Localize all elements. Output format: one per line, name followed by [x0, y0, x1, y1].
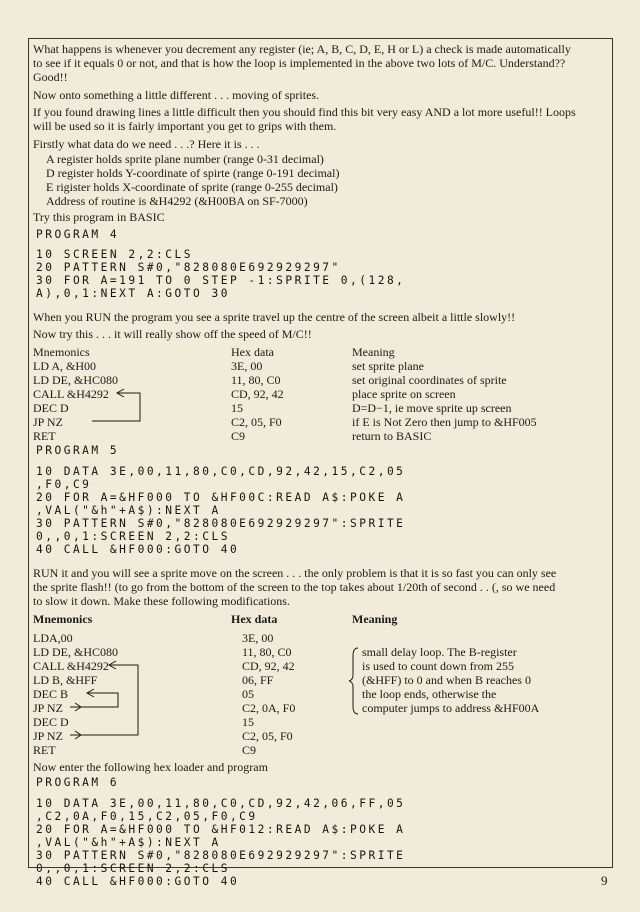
delay-loop-note: is used to count down from 255: [362, 659, 514, 673]
table-header-mnemonics: Mnemonics: [33, 345, 90, 359]
intro-paragraph: Now onto something a little different . . . moving of sprites.: [33, 88, 320, 102]
table-cell: if E is Not Zero then jump to &HF005: [352, 415, 537, 429]
delay-loop-note: (&HFF) to 0 and when B reaches 0: [362, 673, 531, 687]
body-paragraph: Now try this . . . it will really show off the speed of M/C!!: [33, 327, 312, 341]
register-list-item: Address of routine is &H4292 (&H00BA on SF-7000): [46, 194, 308, 208]
code-line: 20 FOR A=&HF000 TO &HF00C:READ A$:POKE A: [36, 491, 406, 504]
table-cell: 11, 80, C0: [242, 645, 292, 659]
body-paragraph-line: the sprite flash!! (to go from the bottom of the screen to the top takes about 1/20th of second . . (, so we need: [33, 580, 556, 594]
code-line: 30 PATTERN S#0,"828080E692929297":SPRITE: [36, 849, 406, 862]
table-cell: D=D−1, ie move sprite up screen: [352, 401, 512, 415]
code-line: 20 FOR A=&HF000 TO &HF012:READ A$:POKE A: [36, 823, 406, 836]
table-cell: 06, FF: [242, 673, 274, 687]
table-cell: place sprite on screen: [352, 387, 456, 401]
code-line: 10 DATA 3E,00,11,80,C0,CD,92,42,06,FF,05: [36, 797, 406, 810]
code-line: ,VAL("&h"+A$):NEXT A: [36, 836, 221, 849]
intro-paragraph-line: If you found drawing lines a little difficult then you should find this bit very easy AND a lot more useful!! Loops: [33, 105, 576, 119]
body-paragraph: When you RUN the program you see a sprite travel up the centre of the screen albeit a little slowly!!: [33, 310, 516, 324]
program-title: PROGRAM 5: [36, 444, 120, 457]
code-line: 10 SCREEN 2,2:CLS: [36, 248, 194, 261]
table-cell: JP NZ: [33, 415, 63, 429]
register-list-item: A register holds sprite plane number (range 0-31 decimal): [46, 152, 324, 166]
table-cell: DEC D: [33, 401, 69, 415]
intro-paragraph-line: will be used so it is fairly important you get to grips with them.: [33, 119, 337, 133]
page-number: 9: [601, 873, 608, 888]
table-cell: JP NZ: [33, 701, 63, 715]
delay-loop-note: the loop ends, otherwise the: [362, 687, 497, 701]
table-cell: JP NZ: [33, 729, 63, 743]
code-line: 0,,0,1:SCREEN 2,2:CLS: [36, 862, 230, 875]
code-line: 0,,0,1:SCREEN 2,2:CLS: [36, 530, 230, 543]
code-line: ,F0,C9: [36, 478, 92, 491]
table-cell: 15: [231, 401, 243, 415]
code-line: 40 CALL &HF000:GOTO 40: [36, 543, 240, 556]
table-cell: 3E, 00: [231, 359, 263, 373]
table-cell: LD DE, &HC080: [33, 373, 118, 387]
delay-loop-note: small delay loop. The B-register: [362, 645, 517, 659]
table-cell: CD, 92, 42: [231, 387, 284, 401]
body-paragraph-line: RUN it and you will see a sprite move on the screen . . . the only problem is that it is so fast you can only see: [33, 566, 557, 580]
table-cell: DEC B: [33, 687, 69, 701]
table-cell: return to BASIC: [352, 429, 432, 443]
table-cell: C2, 0A, F0: [242, 701, 296, 715]
table-cell: LD A, &H00: [33, 359, 96, 373]
intro-paragraph: Firstly what data do we need . . .? Here it is . . .: [33, 137, 260, 151]
table-cell: C2, 05, F0: [231, 415, 282, 429]
table-cell: CD, 92, 42: [242, 659, 295, 673]
table-cell: LD B, &HFF: [33, 673, 98, 687]
program-title: PROGRAM 4: [36, 228, 120, 241]
table-cell: set original coordinates of sprite: [352, 373, 507, 387]
table-cell: 11, 80, C0: [231, 373, 281, 387]
intro-paragraph-line: to see if it equals 0 or not, and that is how the loop is implemented in the above two lots of M/C. Understand??: [33, 56, 566, 70]
table-cell: 05: [242, 687, 254, 701]
code-line: 30 PATTERN S#0,"828080E692929297":SPRITE: [36, 517, 406, 530]
code-line: 30 FOR A=191 TO 0 STEP -1:SPRITE 0,(128,: [36, 274, 406, 287]
code-line: 20 PATTERN S#0,"828080E692929297": [36, 261, 341, 274]
delay-loop-note: computer jumps to address &HF00A: [362, 701, 540, 715]
table-header-hex: Hex data: [231, 612, 278, 626]
table-cell: RET: [33, 743, 56, 757]
table-cell: C2, 05, F0: [242, 729, 293, 743]
table-cell: DEC D: [33, 715, 69, 729]
body-paragraph-line: to slow it down. Make these following modifications.: [33, 594, 290, 608]
register-list-item: E rigister holds X-coordinate of sprite (range 0-255 decimal): [46, 180, 338, 194]
table-cell: CALL &H4292: [33, 659, 109, 673]
body-paragraph: Now enter the following hex loader and program: [33, 760, 268, 774]
intro-paragraph-line: Good!!: [33, 70, 68, 84]
table-cell: C9: [242, 743, 257, 757]
table-header-mnemonics: Mnemonics: [33, 612, 93, 626]
code-line: 40 CALL &HF000:GOTO 40: [36, 875, 240, 888]
table-cell: CALL &H4292: [33, 387, 109, 401]
table-cell: 15: [242, 715, 254, 729]
intro-paragraph-line: What happens is whenever you decrement any register (ie; A, B, C, D, E, H or L) a check is made automatically: [33, 42, 571, 56]
table-cell: 3E, 00: [242, 631, 274, 645]
code-line: A),0,1:NEXT A:GOTO 30: [36, 287, 230, 300]
table-header-meaning: Meaning: [352, 612, 398, 626]
table-cell: LD DE, &HC080: [33, 645, 118, 659]
table-cell: RET: [33, 429, 56, 443]
code-line: ,C2,0A,F0,15,C2,05,F0,C9: [36, 810, 258, 823]
table-cell: C9: [231, 429, 246, 443]
code-line: ,VAL("&h"+A$):NEXT A: [36, 504, 221, 517]
table-cell: set sprite plane: [352, 359, 424, 373]
code-line: 10 DATA 3E,00,11,80,C0,CD,92,42,15,C2,05: [36, 465, 406, 478]
table-header-hex: Hex data: [231, 345, 274, 359]
table-cell: LDA,00: [33, 631, 73, 645]
program-title: PROGRAM 6: [36, 776, 120, 789]
intro-paragraph: Try this program in BASIC: [33, 210, 165, 224]
register-list-item: D register holds Y-coordinate of spirte (range 0-191 decimal): [46, 166, 340, 180]
table-header-meaning: Meaning: [352, 345, 395, 359]
